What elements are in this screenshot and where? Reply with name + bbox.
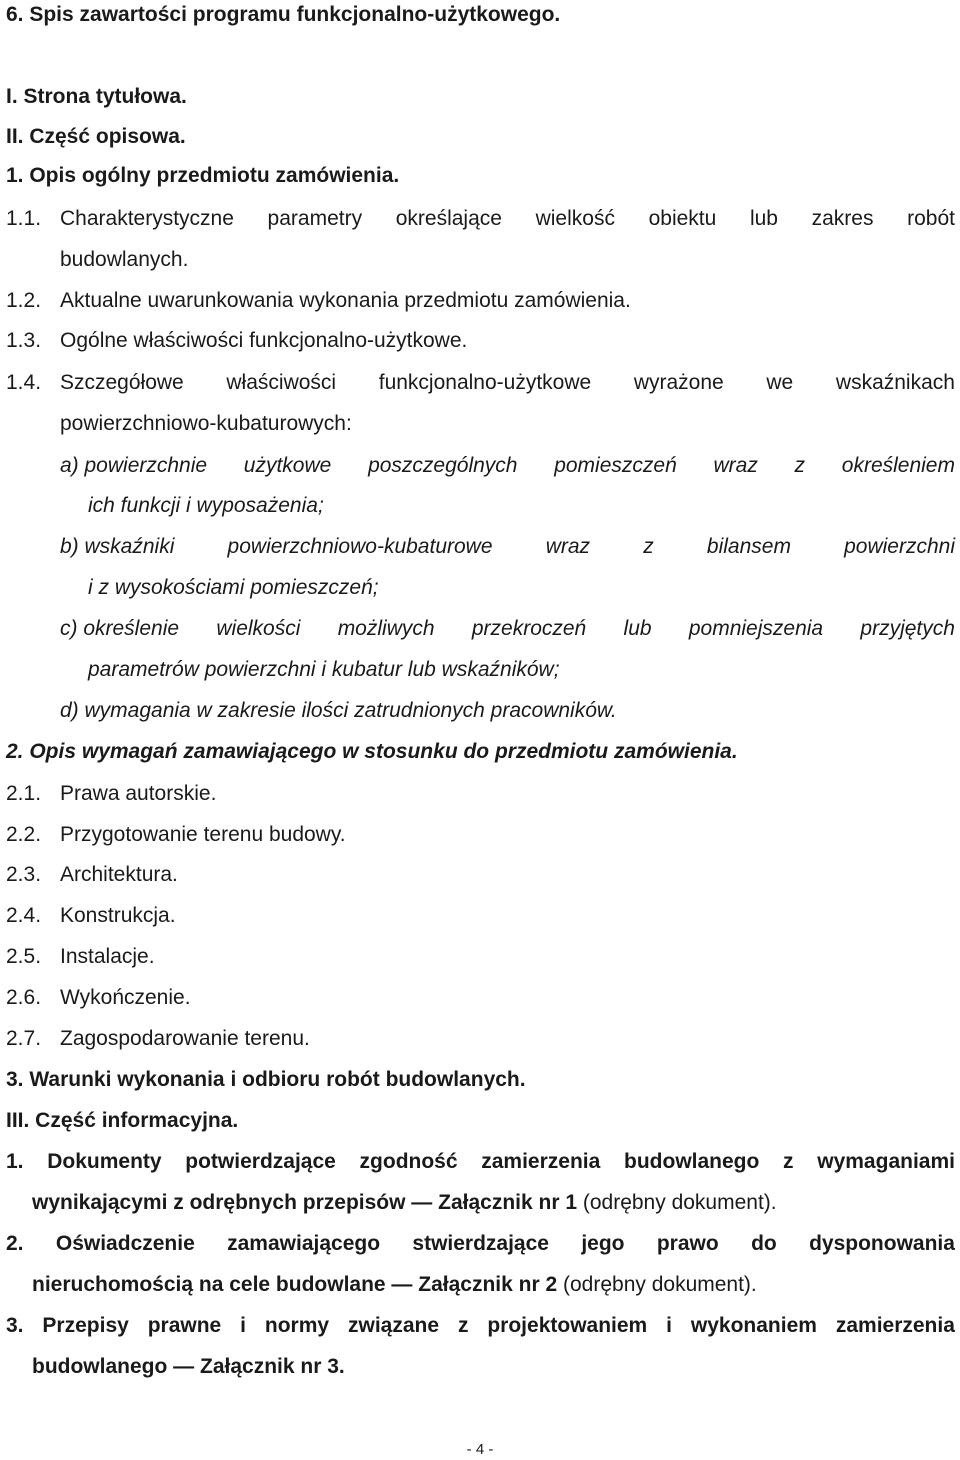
item-2-2-text: Przygotowanie terenu budowy. (60, 823, 346, 846)
word: wymaganiami (817, 1150, 955, 1173)
word: właściwości (226, 371, 337, 394)
word: potwierdzające (185, 1150, 336, 1173)
word: Szczegółowe (60, 371, 184, 394)
plain-text: (odrębny dokument). (557, 1273, 757, 1296)
subitem-c (60, 616, 955, 642)
item-1-2-number: 1.2. (6, 289, 42, 312)
word: Dokumenty (47, 1150, 162, 1173)
subitem-b (60, 534, 955, 560)
word: 2. (6, 1232, 24, 1255)
word: bilansem (706, 535, 791, 558)
item-2-4-text: Konstrukcja. (60, 904, 176, 927)
word: określeniem (841, 454, 955, 477)
info-item-2 (6, 1231, 955, 1257)
section-3: 3. Warunki wykonania i odbioru robót budowlanych. (6, 1068, 526, 1091)
word: lub (623, 617, 652, 640)
word: funkcjonalno-użytkowe (378, 371, 592, 394)
subitem-d: d) wymagania w zakresie ilości zatrudnionych pracowników. (60, 699, 617, 722)
item-1-4-number: 1.4. (6, 371, 42, 394)
item-2-1-number: 2.1. (6, 782, 42, 805)
plain-text: (odrębny dokument). (577, 1191, 777, 1214)
word: wyrażone (633, 371, 724, 394)
word: wraz (713, 454, 758, 477)
word: lub (749, 207, 778, 230)
word: prawo (656, 1232, 719, 1255)
bold-text: nieruchomością na cele budowlane — Załącznik nr 2 (32, 1273, 558, 1296)
word: wykonaniem (690, 1314, 817, 1337)
info-item-3 (6, 1313, 955, 1339)
word: określające (395, 207, 502, 230)
item-1-4-text (60, 370, 955, 396)
info-item-1-continuation (32, 1190, 777, 1216)
item-2-3-number: 2.3. (6, 863, 42, 886)
word: przekroczeń (471, 617, 587, 640)
item-2-2-number: 2.2. (6, 823, 42, 846)
subitem-c-continuation: parametrów powierzchni i kubatur lub wskaźników; (88, 658, 560, 681)
item-1-4-continuation: powierzchniowo-kubaturowych: (60, 412, 352, 435)
word: wskaźnikach (835, 371, 955, 394)
section-2: 2. Opis wymagań zamawiającego w stosunku do przedmiotu zamówienia. (6, 740, 738, 763)
item-2-7-number: 2.7. (6, 1027, 42, 1050)
item-1-1-number: 1.1. (6, 207, 42, 230)
word: pomniejszenia (688, 617, 824, 640)
word: do (751, 1232, 777, 1255)
info-item-3-continuation: budowlanego — Załącznik nr 3. (32, 1355, 345, 1378)
word: z (643, 535, 654, 558)
word: poszczególnych (368, 454, 518, 477)
info-item-1 (6, 1149, 955, 1175)
document-heading: 6. Spis zawartości programu funkcjonalno-użytkowego. (6, 3, 561, 26)
subitem-b-continuation: i z wysokościami pomieszczeń; (88, 576, 379, 599)
item-1-3-text: Ogólne właściwości funkcjonalno-użytkowe. (60, 329, 468, 352)
word: Charakterystyczne (60, 207, 234, 230)
word: powierzchniowo-kubaturowe (227, 535, 493, 558)
word: b) wskaźniki (60, 535, 175, 558)
word: parametry (267, 207, 363, 230)
word: obiektu (648, 207, 717, 230)
word: zamierzenia (835, 1314, 955, 1337)
word: prawne (147, 1314, 222, 1337)
word: z (457, 1314, 469, 1337)
word: zamawiającego (227, 1232, 381, 1255)
word: projektowaniem (487, 1314, 648, 1337)
word: zakres (811, 207, 874, 230)
word: robót (907, 207, 955, 230)
subitem-a (60, 453, 955, 479)
word: zamierzenia (481, 1150, 601, 1173)
item-2-5-text: Instalacje. (60, 945, 155, 968)
word: i (666, 1314, 672, 1337)
item-1-1-text (60, 206, 955, 232)
word: normy (264, 1314, 330, 1337)
word: powierzchni (844, 535, 955, 558)
item-2-4-number: 2.4. (6, 904, 42, 927)
item-2-1-text: Prawa autorskie. (60, 782, 217, 805)
word: wraz (545, 535, 591, 558)
word: wielkość (535, 207, 615, 230)
word: c) określenie (60, 617, 180, 640)
item-1-2-text: Aktualne uwarunkowania wykonania przedmiotu zamówienia. (60, 289, 631, 312)
word: zgodność (359, 1150, 458, 1173)
item-2-6-text: Wykończenie. (60, 986, 191, 1009)
item-2-3-text: Architektura. (60, 863, 178, 886)
word: użytkowe (243, 454, 332, 477)
bold-text: wynikającymi z odrębnych przepisów — Załącznik nr 1 (32, 1191, 578, 1214)
word: we (766, 371, 794, 394)
word: a) powierzchnie (60, 454, 208, 477)
item-2-6-number: 2.6. (6, 986, 42, 1009)
page-number: - 4 - (466, 1441, 494, 1458)
item-1-1-continuation: budowlanych. (60, 248, 189, 271)
info-item-2-continuation (32, 1272, 757, 1298)
section-II: II. Część opisowa. (6, 125, 186, 148)
word: Przepisy (42, 1314, 129, 1337)
word: możliwych (337, 617, 435, 640)
word: pomieszczeń (554, 454, 677, 477)
item-1-3-number: 1.3. (6, 329, 42, 352)
section-I: I. Strona tytułowa. (6, 85, 187, 108)
word: 1. (6, 1150, 24, 1173)
subitem-a-continuation: ich funkcji i wyposażenia; (88, 494, 324, 517)
section-1: 1. Opis ogólny przedmiotu zamówienia. (6, 164, 400, 187)
word: z (794, 454, 806, 477)
section-III: III. Część informacyjna. (6, 1109, 239, 1132)
word: Oświadczenie (55, 1232, 195, 1255)
word: z (783, 1150, 794, 1173)
word: stwierdzające (412, 1232, 549, 1255)
word: 3. (6, 1314, 24, 1337)
item-2-5-number: 2.5. (6, 945, 42, 968)
word: przyjętych (860, 617, 955, 640)
word: budowlanego (624, 1150, 760, 1173)
word: jego (581, 1232, 625, 1255)
word: wielkości (216, 617, 301, 640)
word: i (240, 1314, 246, 1337)
word: dysponowania (809, 1232, 955, 1255)
word: związane (348, 1314, 440, 1337)
item-2-7-text: Zagospodarowanie terenu. (60, 1027, 310, 1050)
